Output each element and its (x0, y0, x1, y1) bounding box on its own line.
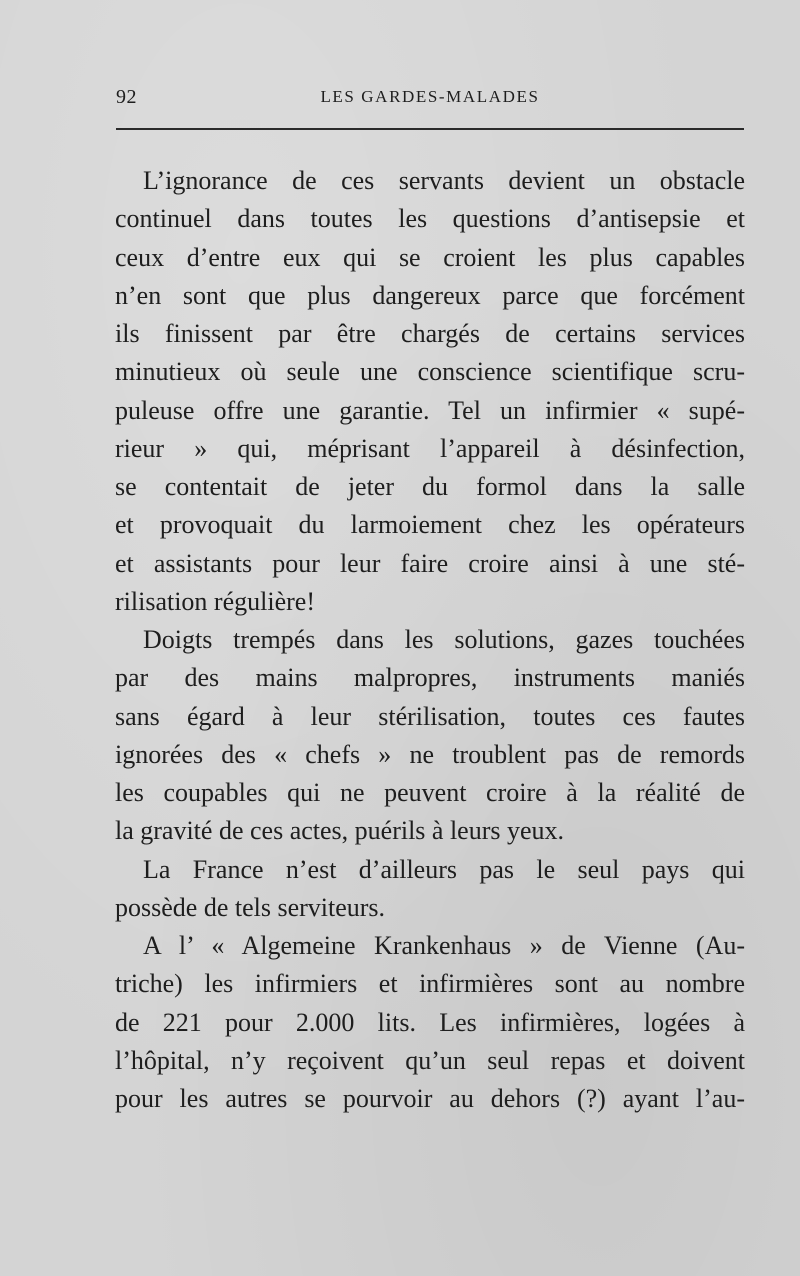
text-line: triche) les infirmiers et infirmières sont au nombre (115, 969, 745, 999)
page-header (116, 86, 744, 110)
text-line: n’en sont que plus dangereux parce que forcément (115, 280, 745, 310)
page-number: 92 (116, 86, 137, 108)
header-rule (116, 128, 744, 130)
text-line: minutieux où seule une conscience scientifique scru- (115, 357, 745, 387)
text-line: La France n’est d’ailleurs pas le seul pays qui (143, 854, 745, 884)
text-line: les coupables qui ne peuvent croire à la réalité de (115, 778, 745, 807)
text-line: A l’ « Algemeine Krankenhaus » de Vienne (Au- (143, 931, 745, 960)
text-line: rilisation régulière! (115, 586, 315, 616)
text-line: la gravité de ces actes, puérils à leurs yeux. (115, 816, 565, 846)
text-line: puleuse offre une garantie. Tel un infirmier « supé- (115, 395, 745, 425)
text-line: ils finissent par être chargés de certains services (115, 319, 745, 348)
text-line: L’ignorance de ces servants devient un obstacle (143, 166, 745, 195)
text-line: sans égard à leur stérilisation, toutes ces fautes (115, 701, 745, 731)
text-line: continuel dans toutes les questions d’antisepsie et (115, 204, 745, 234)
text-line: Doigts trempés dans les solutions, gazes touchées (143, 625, 745, 654)
text-line: l’hôpital, n’y reçoivent qu’un seul repas et doivent (115, 1045, 745, 1075)
text-line: et assistants pour leur faire croire ainsi à une sté- (115, 548, 745, 578)
text-line: de 221 pour 2.000 lits. Les infirmières, logées à (115, 1007, 745, 1037)
text-line: se contentait de jeter du formol dans la salle (115, 472, 745, 501)
text-line: rieur » qui, méprisant l’appareil à désinfection, (115, 433, 745, 463)
text-line: par des mains malpropres, instruments maniés (115, 663, 745, 693)
text-line: ignorées des « chefs » ne troublent pas de remords (115, 739, 745, 769)
body-text (115, 162, 745, 1118)
text-line: ceux d’entre eux qui se croient les plus capables (115, 242, 745, 272)
text-line: pour les autres se pourvoir au dehors (?) ayant l’au- (115, 1084, 745, 1113)
text-line: et provoquait du larmoiement chez les opérateurs (115, 510, 745, 540)
running-title: LES GARDES-MALADES (320, 87, 540, 106)
text-line: possède de tels serviteurs. (115, 892, 386, 922)
